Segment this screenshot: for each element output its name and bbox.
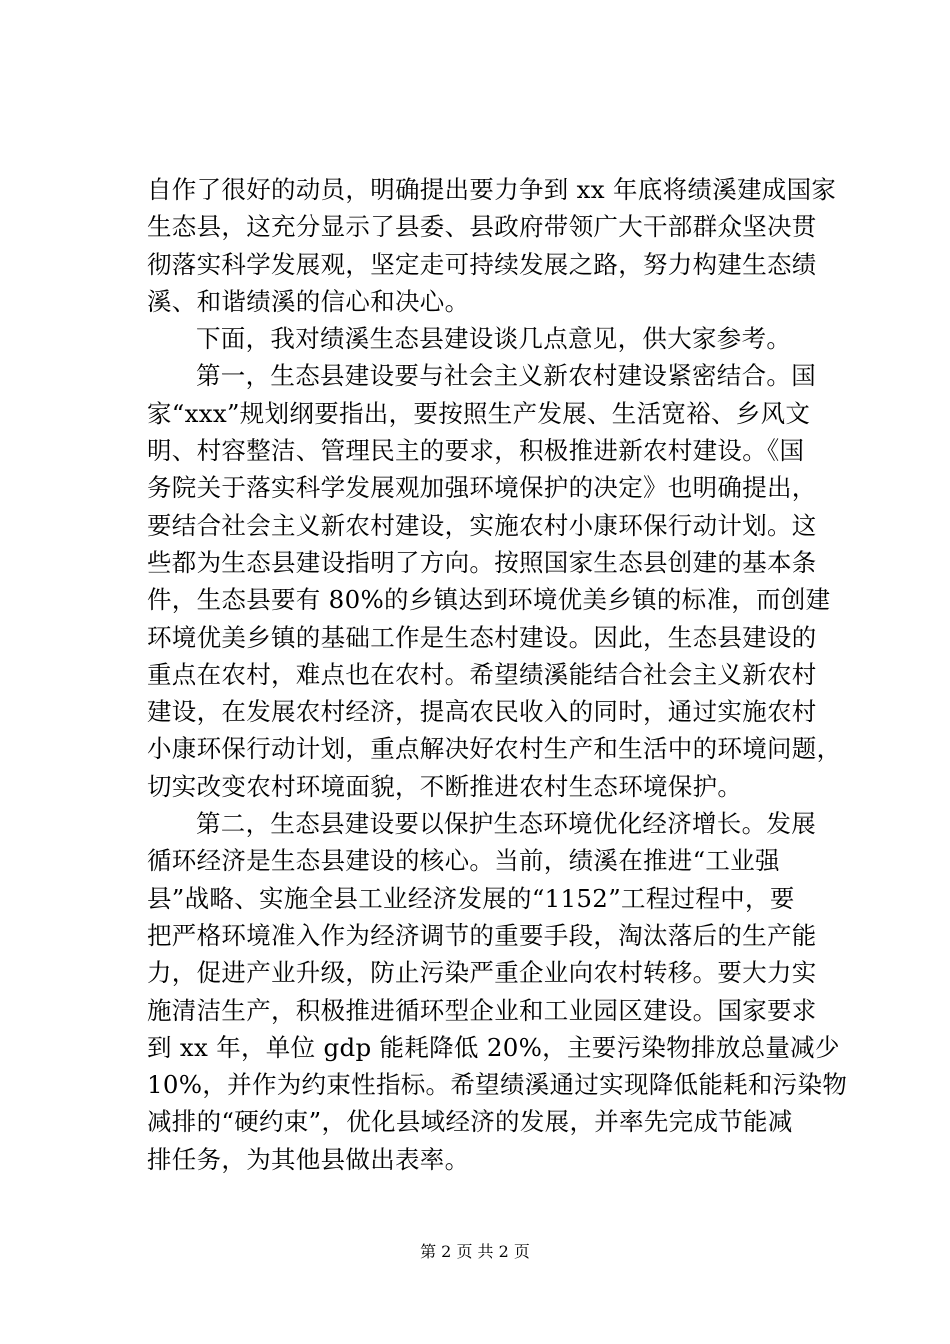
text-line: 要结合社会主义新农村建设，实施农村小康环保行动计划。这 [147,510,817,540]
text-line: 家“xxx”规划纲要指出，要按照生产发展、生活宽裕、乡风文 [147,398,811,428]
text-line: 生态县，这充分显示了县委、县政府带领广大干部群众坚决贯 [147,212,817,242]
text-line: 把严格环境准入作为经济调节的重要手段，淘汰落后的生产能 [147,920,817,950]
text-line: 排任务，为其他县做出表率。 [147,1144,470,1174]
paragraph-first-line: 第一，生态县建设要与社会主义新农村建设紧密结合。国 [196,361,816,391]
text-line: 务院关于落实科学发展观加强环境保护的决定》也明确提出， [147,473,817,503]
text-line: 溪、和谐绩溪的信心和决心。 [147,286,470,316]
text-line: 明、村容整洁、管理民主的要求，积极推进新农村建设。《国 [147,436,805,466]
text-line: 施清洁生产，积极推进循环型企业和工业园区建设。国家要求 [147,995,817,1025]
text-line: 重点在农村，难点也在农村。希望绩溪能结合社会主义新农村 [147,659,817,689]
text-line: 县”战略、实施全县工业经济发展的“1152”工程过程中，要 [147,883,795,913]
text-line: 环境优美乡镇的基础工作是生态村建设。因此，生态县建设的 [147,622,817,652]
text-line: 自作了很好的动员，明确提出要力争到 xx 年底将绩溪建成国家 [147,175,837,204]
text-line: 彻落实科学发展观，坚定走可持续发展之路，努力构建生态绩 [147,249,817,279]
document-body [147,171,848,1178]
text-line: 10%，并作为约束性指标。希望绩溪通过实现降低能耗和污染物 [147,1070,848,1100]
page-footer: 第 2 页 共 2 页 [420,1242,530,1261]
text-line: 到 xx 年，单位 gdp 能耗降低 20%，主要污染物排放总量减少 [147,1032,840,1062]
text-line: 件，生态县要有 80%的乡镇达到环境优美乡镇的标准，而创建 [147,585,831,615]
text-line: 切实改变农村环境面貌，不断推进农村生态环境保护。 [147,771,743,801]
text-line: 减排的“硬约束”，优化县域经济的发展，并率先完成节能减 [147,1107,793,1137]
text-line: 循环经济是生态县建设的核心。当前，绩溪在推进“工业强 [147,846,780,876]
paragraph-first-line: 下面，我对绩溪生态县建设谈几点意见，供大家参考。 [196,324,792,354]
text-line: 力，促进产业升级，防止污染严重企业向农村转移。要大力实 [147,958,817,988]
text-line: 小康环保行动计划，重点解决好农村生产和生活中的环境问题， [147,734,842,764]
text-line: 建设，在发展农村经济，提高农民收入的同时，通过实施农村 [147,697,817,727]
text-line: 些都为生态县建设指明了方向。按照国家生态县创建的基本条 [147,547,817,577]
paragraph-first-line: 第二，生态县建设要以保护生态环境优化经济增长。发展 [196,809,816,839]
